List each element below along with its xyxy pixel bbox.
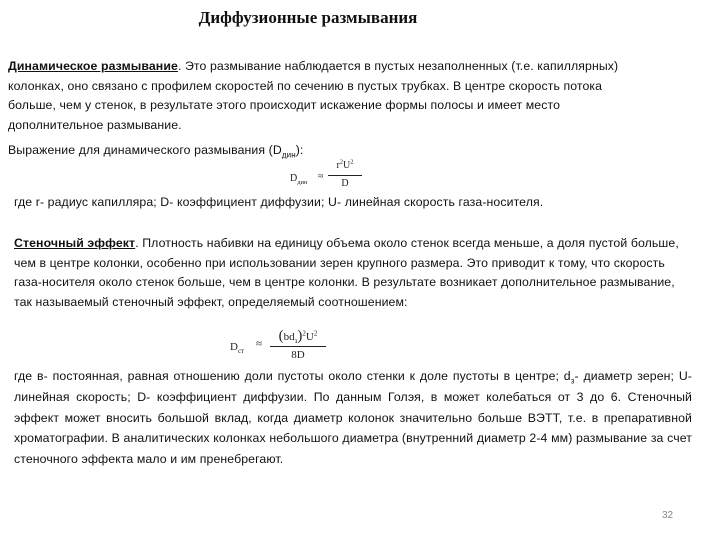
formula1-lhs: $D_{дин}$: [290, 173, 308, 186]
expression-intro: [8, 141, 620, 161]
slide-title: Диффузионные размывания: [198, 8, 418, 27]
formula1-approx: ≈: [318, 171, 324, 182]
formula1-numerator: $r^2U^2$: [336, 158, 354, 171]
formula1-fraction-bar: [328, 175, 362, 176]
expression-subscript: дин: [281, 150, 296, 160]
dynamic-heading: Динамическое размывание: [8, 59, 178, 73]
formula2-denominator: 8D: [291, 349, 305, 361]
expression-intro-text: Выражение для динамического размывания (D: [8, 143, 282, 157]
formula1-denominator: D: [341, 178, 349, 189]
dynamic-text: . Это размывание наблюдается в пустых незаполненных (т.е. капиллярных) колонках, оно связано с профилем скоростей по сечению в пустых трубках. В центре скорость потока больше, чем у стенок, в результате этого происходит искажение формы полосы и имеет место дополнительное размывание.: [8, 59, 619, 132]
legend-wall: где в- постоянная, равная отношению доли пустоты около стенки к доле пустоты в центре; $d_з-$ диаметр зерен; U- линейная скорость; D- коэффициент диффузии. По данным Голэя, в может колебаться от 3 до 6. Стеночный эффект может вносить большой вклад, когда диаметр колонок значительно больше ВЭТТ, т.е. в препаративной хроматографии. В аналитических колонках небольшого диаметра (внутренний диаметр 2-4 мм) размывание за счет стеночного эффекта мало и им пренебрегают.: [14, 369, 692, 467]
formula2-numerator: $(bd_з)^2U^2$: [278, 328, 318, 346]
wall-text: . Плотность набивки на единицу объема около стенок всегда меньше, а доля пустой больше, чем в центре колонки, особенно при использовании зерен крупного размера. Это приводит к тому, что скорость газа-носителя около стенок больше, чем в центре колонки. В результате возникает дополнительное размывание, так называемый стеночный эффект, определяемый соотношением:: [14, 236, 679, 309]
formula2-lhs: $D_{ст}$: [230, 341, 245, 356]
legend-dynamic: где r- радиус капилляра; D- коэффициент диффузии; U- линейная скорость газа-носителя.: [14, 195, 544, 209]
dynamic-paragraph: [8, 57, 620, 135]
formula-wall: [230, 326, 340, 366]
formula2-approx: ≈: [256, 338, 263, 350]
expression-end: ):: [295, 143, 304, 157]
formula-dynamic: [290, 160, 370, 194]
wall-paragraph: [14, 234, 694, 312]
wall-heading: Стеночный эффект: [14, 236, 136, 250]
formula2-fraction-bar: [270, 346, 326, 347]
page-number: 32: [662, 510, 674, 521]
